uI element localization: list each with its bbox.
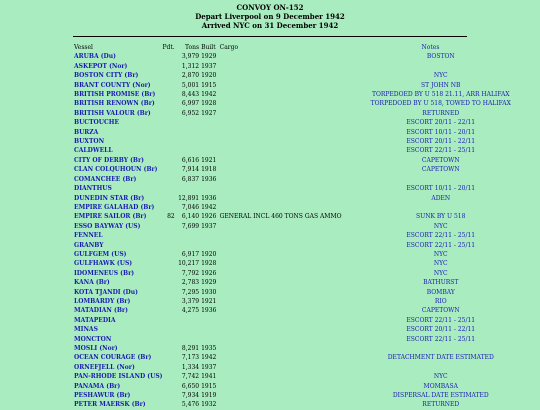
- cell-built: 1937: [201, 222, 217, 230]
- cell-tons: 12,891: [178, 194, 200, 202]
- cell-pdt: [163, 306, 175, 315]
- cell-tons: 8,443: [181, 91, 200, 99]
- cell-built: 1926: [201, 269, 217, 277]
- cell-built: 1929: [201, 53, 217, 61]
- cell-cargo: [220, 184, 342, 193]
- cell-notes: TORPEDOED BY U 518, TOWED TO HALIFAX: [370, 100, 511, 108]
- cell-built: 1915: [201, 382, 217, 390]
- cell-built: [201, 118, 220, 127]
- cell-cargo: [220, 297, 342, 306]
- cell-cargo: [220, 81, 342, 90]
- cell-tons: 4,275: [181, 307, 200, 315]
- cell-cargo: [220, 372, 342, 381]
- cell-vessel[interactable]: MATADIAN (Br): [74, 307, 128, 315]
- cell-vessel[interactable]: LOMBARDY (Br): [74, 297, 131, 305]
- col-vessel: Vessel: [74, 44, 93, 51]
- cell-tons: 7,173: [181, 354, 200, 362]
- cell-cargo: [220, 90, 342, 99]
- cell-tons: 10,217: [178, 260, 200, 268]
- cell-cargo: [220, 241, 342, 250]
- cell-pdt: [163, 118, 175, 127]
- cell-vessel[interactable]: BRITISH RENOWN (Br): [74, 100, 155, 108]
- convoy-header: [0, 0, 540, 30]
- column-header-row: [74, 43, 540, 52]
- cell-notes: ADEN: [431, 194, 451, 202]
- cell-notes: NYC: [433, 373, 448, 381]
- table-row: [74, 363, 540, 372]
- cell-notes: ESCORT 10/11 - 20/11: [406, 185, 476, 193]
- cell-vessel[interactable]: PAN-RHODE ISLAND (US): [74, 373, 163, 381]
- table-row: [74, 128, 540, 137]
- cell-cargo: [220, 146, 342, 155]
- cell-vessel[interactable]: MONCTON: [74, 335, 112, 343]
- cell-tons: 3,379: [181, 297, 200, 305]
- table-row: [74, 353, 540, 362]
- col-cargo: Cargo: [219, 44, 239, 51]
- cell-tons: [175, 241, 201, 250]
- table-row: [74, 194, 540, 203]
- cell-tons: [175, 316, 201, 325]
- cell-tons: 7,742: [181, 373, 200, 381]
- cell-pdt: [163, 203, 175, 212]
- cell-built: 1920: [201, 250, 217, 258]
- cell-built: 1929: [201, 279, 217, 287]
- table-row: [74, 184, 540, 193]
- cell-vessel[interactable]: PETER MAERSK (Br): [74, 401, 146, 409]
- cell-vessel[interactable]: MINAS: [74, 326, 98, 334]
- cell-vessel[interactable]: EMPIRE SAILOR (Br): [74, 213, 147, 221]
- cell-vessel[interactable]: MOSLI (Nor): [74, 345, 118, 352]
- cell-built: 1915: [201, 81, 217, 89]
- cell-cargo: GENERAL INCL 460 TONS GAS AMMO: [219, 213, 342, 221]
- cell-vessel[interactable]: FENNEL: [74, 232, 103, 240]
- departure-line: Depart Liverpool on 9 December 1942: [195, 12, 345, 21]
- cell-pdt: [163, 109, 175, 118]
- cell-vessel[interactable]: GULFHAWK (US): [74, 260, 133, 268]
- cell-vessel[interactable]: GULFGEM (US): [74, 250, 127, 258]
- cell-pdt: [163, 372, 175, 381]
- table-row: [74, 212, 540, 221]
- cell-cargo: [220, 335, 342, 344]
- cell-notes: ESCORT 22/11 - 25/11: [406, 147, 476, 155]
- cell-pdt: [163, 382, 175, 391]
- table-row: [74, 278, 540, 287]
- cell-notes: DETACHMENT DATE ESTIMATED: [387, 354, 494, 362]
- col-notes: Notes: [421, 44, 440, 51]
- table-row: [74, 288, 540, 297]
- cell-notes: SUNK BY U 518: [416, 213, 466, 221]
- cell-notes: CAPETOWN: [421, 307, 460, 315]
- cell-pdt: [163, 52, 175, 61]
- col-built: Built: [201, 44, 216, 51]
- cell-built: 1921: [201, 297, 217, 305]
- cell-cargo: [220, 316, 342, 325]
- cell-notes: NYC: [433, 269, 448, 277]
- cell-cargo: [220, 259, 342, 268]
- cell-pdt: [163, 165, 175, 174]
- cell-notes: [342, 363, 540, 372]
- cell-vessel[interactable]: COMANCHEE (Br): [74, 175, 137, 183]
- cell-tons: 6,917: [181, 250, 200, 258]
- cell-tons: 7,046: [181, 203, 200, 211]
- cell-vessel[interactable]: ORNEFJELL (Nor): [74, 363, 135, 371]
- convoy-rows: [74, 52, 540, 409]
- table-row: [74, 222, 540, 231]
- table-row: [74, 382, 540, 391]
- cell-tons: [175, 184, 201, 193]
- cell-tons: 6,140: [181, 213, 200, 221]
- cell-cargo: [220, 109, 342, 118]
- cell-cargo: [220, 269, 342, 278]
- cell-built: 1932: [201, 401, 217, 409]
- cell-vessel[interactable]: PANAMA (Br): [74, 382, 121, 390]
- cell-pdt: [163, 363, 175, 372]
- cell-built: 1926: [201, 213, 217, 221]
- cell-tons: 5,001: [181, 81, 200, 89]
- cell-vessel[interactable]: BUCTOUCHE: [74, 119, 120, 127]
- cell-pdt: [163, 400, 175, 409]
- cell-cargo: [220, 391, 342, 400]
- cell-pdt: [163, 194, 175, 203]
- cell-cargo: [220, 137, 342, 146]
- cell-built: [201, 241, 220, 250]
- cell-pdt: [163, 335, 175, 344]
- cell-tons: 7,792: [181, 269, 200, 277]
- cell-cargo: [220, 118, 342, 127]
- cell-notes: DISPERSAL DATE ESTIMATED: [392, 392, 489, 400]
- cell-pdt: [163, 259, 175, 268]
- cell-pdt: [163, 175, 175, 184]
- cell-built: 1936: [201, 175, 217, 183]
- cell-tons: 1,312: [181, 62, 200, 70]
- table-row: [74, 250, 540, 259]
- table-row: [74, 259, 540, 268]
- col-pdt: Pdt.: [162, 44, 175, 51]
- cell-pdt: [163, 90, 175, 99]
- cell-cargo: [220, 128, 342, 137]
- cell-built: [201, 335, 220, 344]
- cell-pdt: [163, 128, 175, 137]
- cell-tons: 1,334: [181, 363, 200, 371]
- cell-pdt: [163, 231, 175, 240]
- cell-notes: ESCORT 22/11 - 25/11: [406, 335, 476, 343]
- cell-pdt: [163, 297, 175, 306]
- cell-cargo: [220, 222, 342, 231]
- cell-pdt: [163, 344, 175, 353]
- cell-tons: [175, 325, 201, 334]
- cell-pdt: [163, 71, 175, 80]
- cell-vessel[interactable]: ARUBA (Du): [74, 53, 116, 61]
- table-row: [74, 109, 540, 118]
- cell-pdt: [163, 62, 175, 71]
- cell-cargo: [220, 325, 342, 334]
- cell-built: 1936: [201, 194, 217, 202]
- header-divider: [73, 36, 467, 37]
- table-row: [74, 325, 540, 334]
- cell-pdt: [163, 184, 175, 193]
- cell-tons: 2,783: [181, 279, 200, 287]
- table-row: [74, 146, 540, 155]
- table-row: [74, 269, 540, 278]
- table-row: [74, 372, 540, 381]
- cell-cargo: [220, 165, 342, 174]
- cell-pdt: 82: [167, 213, 175, 221]
- convoy-table: [74, 43, 540, 410]
- cell-vessel[interactable]: DIANTHUS: [74, 185, 112, 193]
- cell-vessel[interactable]: IDOMENEUS (Br): [74, 269, 135, 277]
- cell-tons: 8,291: [181, 345, 200, 352]
- cell-built: 1928: [201, 100, 217, 108]
- cell-built: [201, 128, 220, 137]
- table-row: [74, 165, 540, 174]
- cell-tons: [175, 335, 201, 344]
- table-row: [74, 175, 540, 184]
- cell-tons: 3,979: [181, 53, 200, 61]
- table-row: [74, 62, 540, 71]
- cell-cargo: [220, 99, 342, 108]
- cell-cargo: [220, 250, 342, 259]
- cell-cargo: [220, 194, 342, 203]
- table-row: [74, 391, 540, 400]
- cell-pdt: [163, 250, 175, 259]
- cell-notes: RIO: [434, 297, 447, 305]
- cell-tons: [175, 231, 201, 240]
- cell-vessel[interactable]: KANA (Br): [74, 279, 110, 287]
- cell-pdt: [163, 81, 175, 90]
- cell-tons: 6,616: [181, 156, 200, 164]
- col-tons: Tons: [185, 44, 200, 51]
- cell-pdt: [163, 316, 175, 325]
- cell-notes: ESCORT 20/11 - 22/11: [406, 119, 476, 127]
- cell-vessel[interactable]: CLAN COLQUHOUN (Br): [74, 166, 158, 174]
- table-row: [74, 118, 540, 127]
- table-row: [74, 297, 540, 306]
- cell-tons: 7,914: [181, 166, 200, 174]
- cell-built: 1937: [201, 62, 217, 70]
- table-row: [74, 137, 540, 146]
- cell-vessel[interactable]: CALDWELL: [74, 147, 113, 155]
- cell-notes: NYC: [433, 250, 448, 258]
- cell-tons: 6,837: [181, 175, 200, 183]
- cell-vessel[interactable]: ASKEPOT (Nor): [74, 62, 128, 70]
- cell-pdt: [163, 278, 175, 287]
- cell-cargo: [220, 231, 342, 240]
- cell-built: 1936: [201, 307, 217, 315]
- cell-built: 1935: [201, 345, 217, 352]
- cell-notes: ESCORT 22/11 - 25/11: [406, 316, 476, 324]
- cell-vessel[interactable]: BRANT COUNTY (Nor): [74, 81, 151, 89]
- cell-built: [201, 137, 220, 146]
- cell-notes: NYC: [433, 222, 448, 230]
- cell-built: 1941: [201, 373, 217, 381]
- cell-notes: [342, 344, 540, 353]
- cell-tons: 6,650: [181, 382, 200, 390]
- cell-vessel[interactable]: EMPIRE GALAHAD (Br): [74, 203, 155, 211]
- cell-vessel[interactable]: OCEAN COURAGE (Br): [74, 354, 152, 362]
- cell-built: 1937: [201, 363, 217, 371]
- cell-built: 1927: [201, 109, 217, 117]
- cell-cargo: [220, 203, 342, 212]
- table-row: [74, 231, 540, 240]
- convoy-title: CONVOY ON-152: [236, 3, 304, 12]
- table-row: [74, 241, 540, 250]
- table-row: [74, 400, 540, 409]
- cell-pdt: [163, 241, 175, 250]
- cell-notes: ESCORT 20/11 - 22/11: [406, 326, 476, 334]
- cell-pdt: [163, 156, 175, 165]
- cell-pdt: [163, 269, 175, 278]
- cell-built: 1942: [201, 354, 217, 362]
- cell-built: 1928: [201, 260, 217, 268]
- cell-built: 1921: [201, 156, 217, 164]
- cell-cargo: [220, 344, 342, 353]
- cell-built: [201, 146, 220, 155]
- cell-pdt: [163, 99, 175, 108]
- cell-pdt: [163, 146, 175, 155]
- cell-notes: CAPETOWN: [421, 156, 460, 164]
- cell-cargo: [220, 306, 342, 315]
- cell-built: [201, 231, 220, 240]
- cell-vessel[interactable]: ESSO BAYWAY (US): [74, 222, 141, 230]
- cell-notes: ESCORT 20/11 - 22/11: [406, 138, 476, 146]
- table-row: [74, 335, 540, 344]
- cell-built: [201, 325, 220, 334]
- arrival-line: Arrived NYC on 31 December 1942: [201, 21, 339, 30]
- cell-tons: 6,997: [181, 100, 200, 108]
- cell-notes: TORPEDOED BY U 518 21.11, ARR HALIFAX: [371, 91, 510, 99]
- cell-cargo: [220, 175, 342, 184]
- cell-vessel[interactable]: BUXTON: [74, 138, 105, 146]
- cell-notes: BOSTON: [426, 53, 455, 61]
- cell-cargo: [220, 52, 342, 61]
- cell-cargo: [220, 363, 342, 372]
- cell-pdt: [163, 288, 175, 297]
- cell-notes: [342, 175, 540, 184]
- cell-built: 1942: [201, 91, 217, 99]
- cell-cargo: [220, 156, 342, 165]
- cell-cargo: [220, 400, 342, 409]
- cell-tons: [175, 146, 201, 155]
- cell-vessel[interactable]: BRITISH PROMISE (Br): [74, 91, 156, 99]
- cell-notes: NYC: [433, 72, 448, 80]
- cell-vessel[interactable]: BURZA: [74, 128, 99, 136]
- table-row: [74, 71, 540, 80]
- cell-tons: [175, 128, 201, 137]
- cell-tons: [175, 137, 201, 146]
- table-row: [74, 316, 540, 325]
- cell-notes: CAPETOWN: [421, 166, 460, 174]
- table-row: [74, 99, 540, 108]
- cell-vessel[interactable]: BRITISH VALOUR (Br): [74, 109, 151, 117]
- cell-cargo: [220, 62, 342, 71]
- cell-pdt: [163, 353, 175, 362]
- cell-built: 1919: [201, 392, 217, 400]
- cell-notes: ESCORT 22/11 - 25/11: [406, 241, 476, 249]
- cell-notes: MOMBASA: [423, 382, 458, 390]
- cell-built: 1920: [201, 72, 217, 80]
- cell-notes: ST JOHN NB: [421, 81, 461, 89]
- cell-cargo: [220, 278, 342, 287]
- table-row: [74, 203, 540, 212]
- cell-built: [201, 316, 220, 325]
- cell-notes: ESCORT 10/11 - 20/11: [406, 128, 476, 136]
- cell-built: 1918: [201, 166, 217, 174]
- cell-cargo: [220, 288, 342, 297]
- table-row: [74, 81, 540, 90]
- cell-tons: 5,476: [181, 401, 200, 409]
- cell-tons: 7,934: [181, 392, 200, 400]
- cell-vessel[interactable]: KOTA TJANDI (Du): [74, 288, 138, 296]
- cell-tons: [175, 118, 201, 127]
- cell-notes: RETURNED: [422, 109, 460, 117]
- cell-built: [201, 184, 220, 193]
- cell-pdt: [163, 325, 175, 334]
- table-row: [74, 90, 540, 99]
- cell-pdt: [163, 391, 175, 400]
- cell-cargo: [220, 353, 342, 362]
- cell-tons: 7,295: [181, 288, 200, 296]
- cell-vessel[interactable]: MATAPEDIA: [74, 316, 116, 324]
- cell-notes: RETURNED: [422, 401, 460, 409]
- cell-tons: 7,699: [181, 222, 200, 230]
- cell-built: 1942: [201, 203, 217, 211]
- cell-built: 1930: [201, 288, 217, 296]
- cell-vessel[interactable]: CITY OF DERBY (Br): [74, 156, 145, 164]
- cell-tons: 6,952: [181, 109, 200, 117]
- cell-vessel[interactable]: PESHAWUR (Br): [74, 392, 131, 400]
- cell-tons: 2,870: [181, 72, 200, 80]
- cell-notes: BOMBAY: [426, 288, 455, 296]
- table-row: [74, 344, 540, 353]
- cell-notes: NYC: [433, 260, 448, 268]
- cell-cargo: [220, 71, 342, 80]
- table-row: [74, 52, 540, 61]
- cell-vessel[interactable]: GRANBY: [74, 241, 104, 249]
- cell-notes: [342, 203, 540, 212]
- cell-notes: BATHURST: [423, 279, 459, 287]
- table-row: [74, 156, 540, 165]
- cell-notes: [342, 62, 540, 71]
- cell-cargo: [220, 382, 342, 391]
- cell-vessel[interactable]: BOSTON CITY (Br): [74, 72, 139, 80]
- cell-pdt: [163, 222, 175, 231]
- cell-notes: ESCORT 22/11 - 25/11: [406, 232, 476, 240]
- table-row: [74, 306, 540, 315]
- cell-vessel[interactable]: DUNEDIN STAR (Br): [74, 194, 145, 202]
- cell-pdt: [163, 137, 175, 146]
